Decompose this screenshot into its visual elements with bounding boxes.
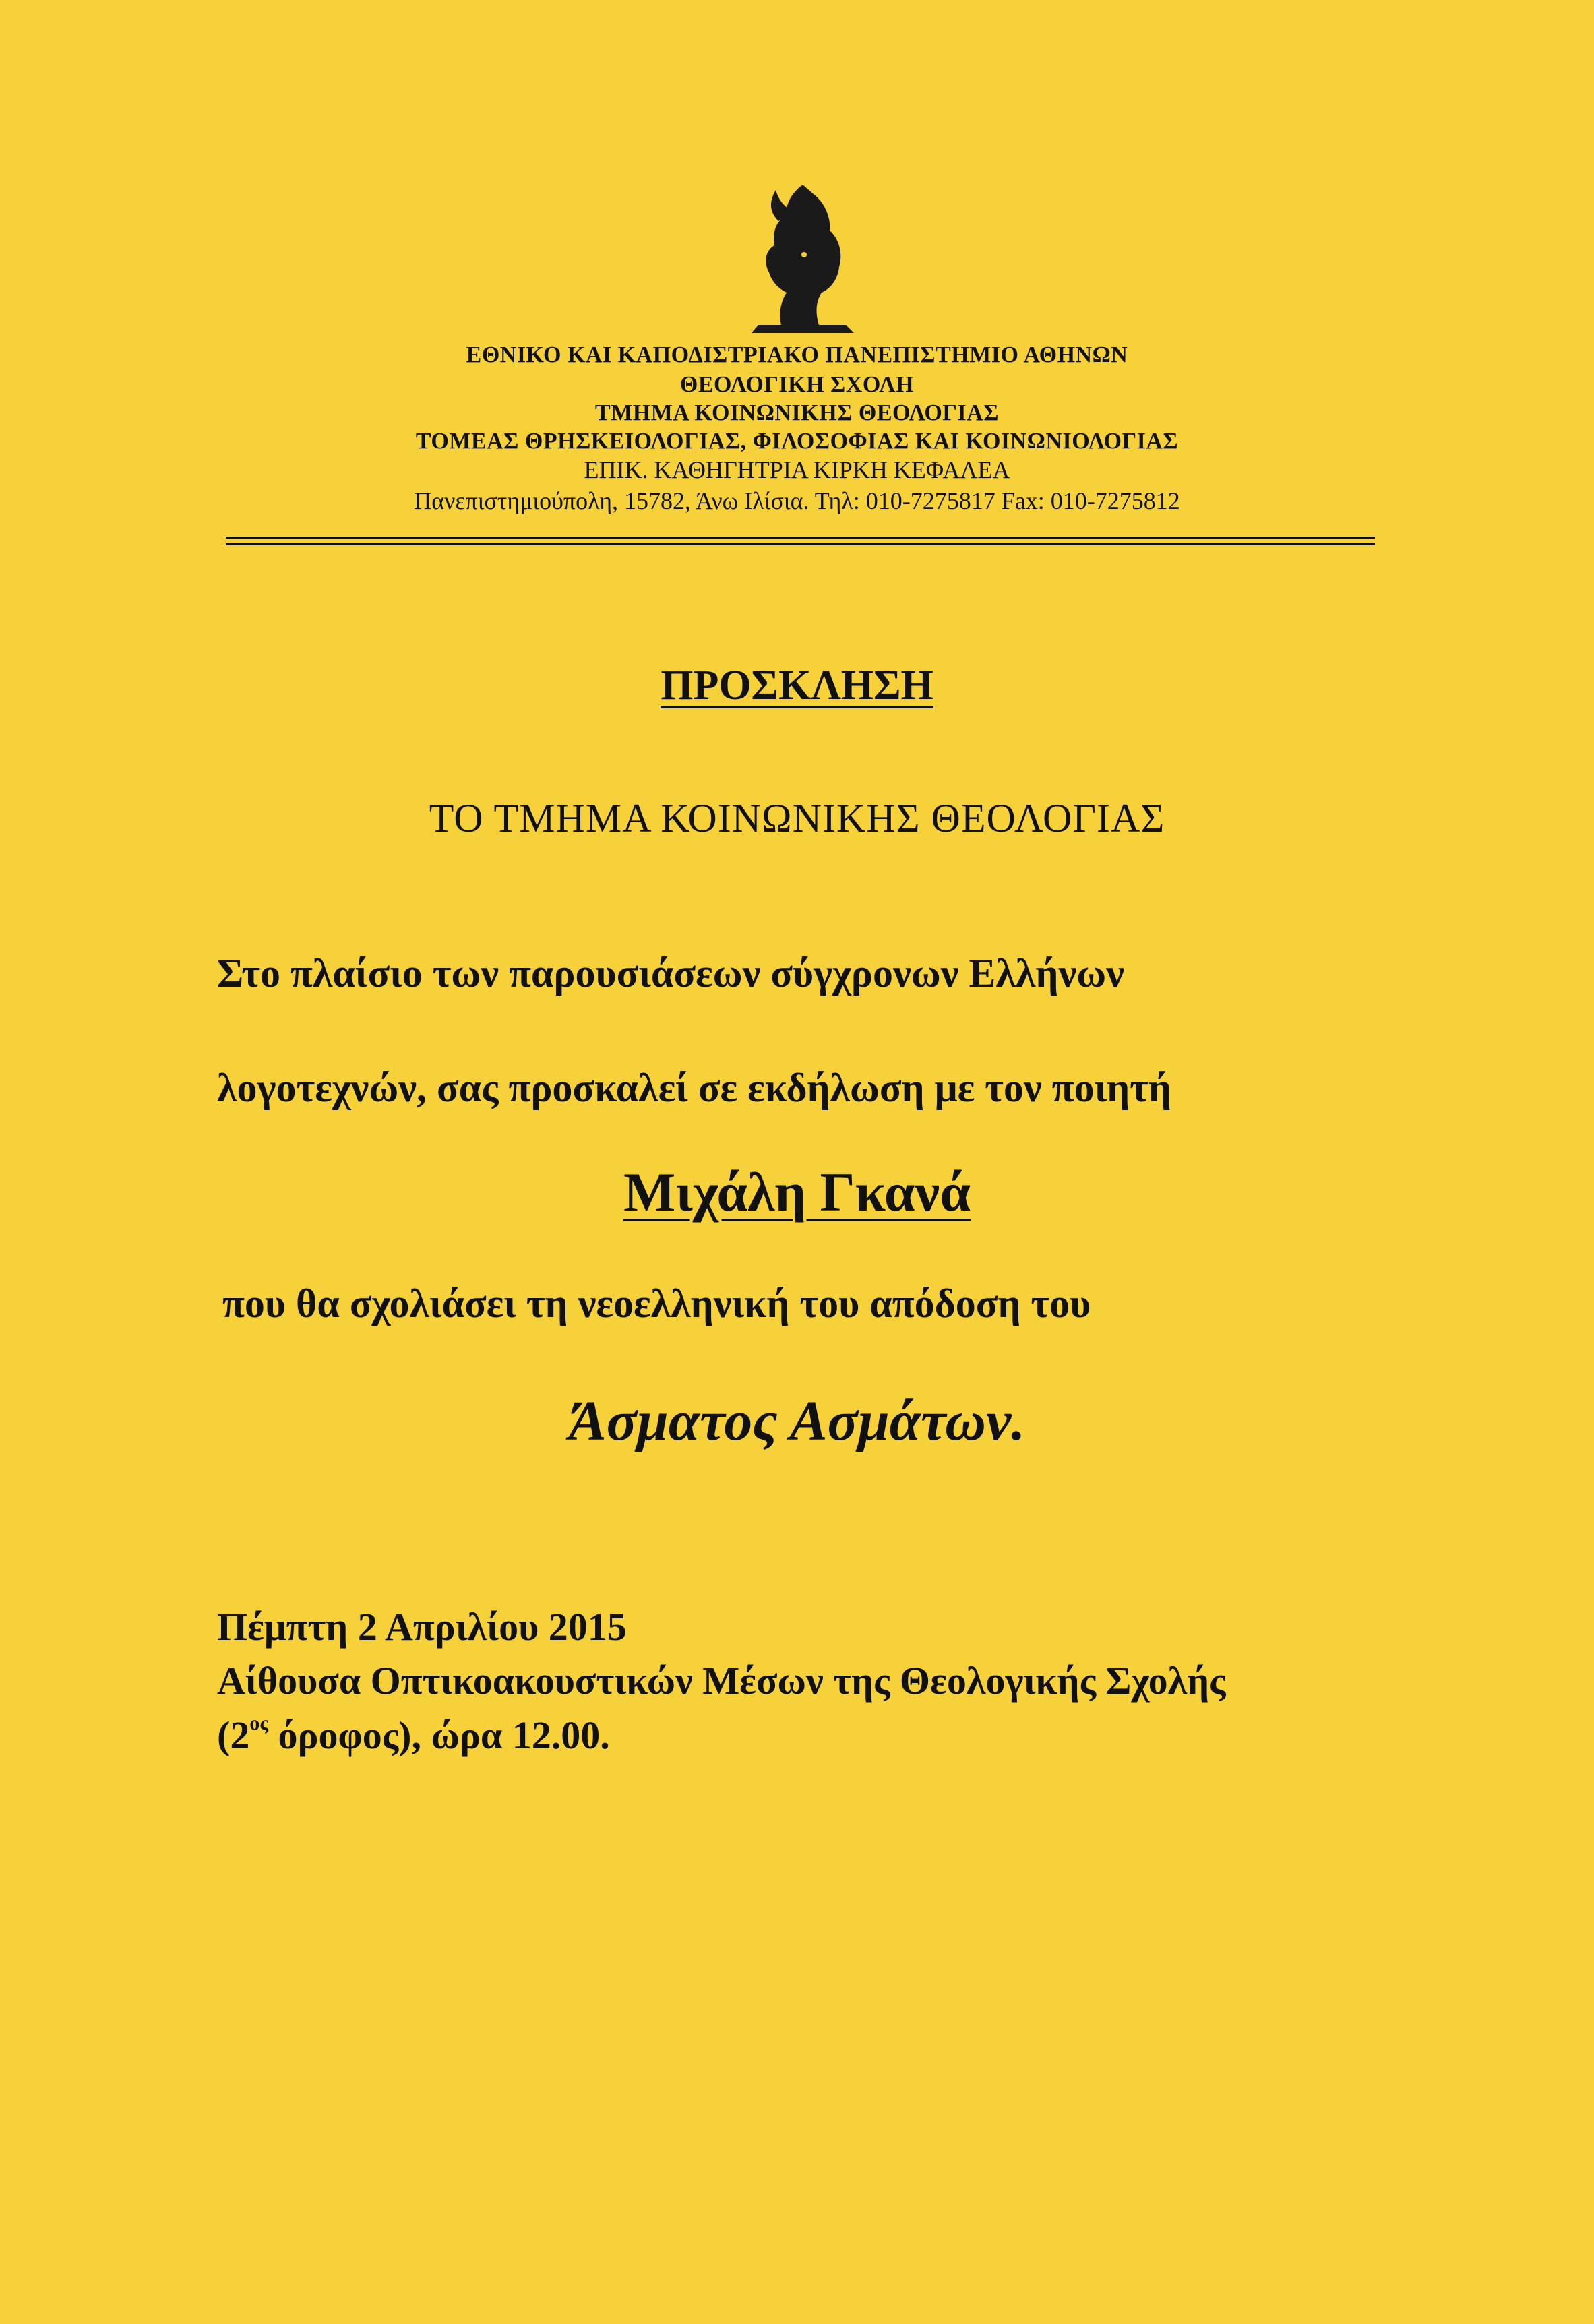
event-venue: Αίθουσα Οπτικοακουστικών Μέσων της Θεολογικής Σχολής [217, 1659, 1226, 1703]
professor-name: ΕΠΙΚ. ΚΑΘΗΓΗΤΡΙΑ ΚΙΡΚΗ ΚΕΦΑΛΕΑ [584, 456, 1010, 483]
school-name: ΘΕΟΛΟΓΙΚΗ ΣΧΟΛΗ [679, 372, 915, 397]
university-name: ΕΘΝΙΚΟ ΚΑΙ ΚΑΠΟΔΙΣΤΡΙΑΚΟ ΠΑΝΕΠΙΣΤΗΜΙΟ ΑΘΗΝΩΝ [466, 342, 1128, 367]
event-floor-time [217, 1712, 610, 1758]
header-rule-bottom [226, 543, 1375, 545]
department-name: ΤΜΗΜΑ ΚΟΙΝΩΝΙΚΗΣ ΘΕΟΛΟΓΙΑΣ [595, 400, 999, 425]
body-line-2: λογοτεχνών, σας προσκαλεί σε εκδήλωση με τον ποιητή [217, 1066, 1171, 1110]
body-line-1: Στο πλαίσιο των παρουσιάσεων σύγχρονων Ελλήνων [217, 951, 1124, 996]
body-line-3: που θα σχολιάσει τη νεοελληνική του απόδοση του [222, 1281, 1091, 1326]
contact-address: Πανεπιστημιούπολη, 15782, Άνω Ιλίσια. Τηλ: 010-7275817 Fax: 010-7275812 [414, 487, 1180, 514]
poet-name: Μιχάλη Γκανά [623, 1161, 971, 1223]
header-rule-top [226, 537, 1375, 539]
sector-name: ΤΟΜΕΑΣ ΘΡΗΣΚΕΙΟΛΟΓΙΑΣ, ΦΙΛΟΣΟΦΙΑΣ ΚΑΙ ΚΟΙΝΩΝΙΟΛΟΓΙΑΣ [415, 429, 1179, 454]
invitation-title: ΠΡΟΣΚΛΗΣΗ [661, 663, 933, 708]
athena-logo-icon [738, 181, 866, 336]
floor-rest: όροφος), ώρα 12.00. [268, 1713, 610, 1757]
work-title: Άσματος Ασμάτων. [568, 1390, 1026, 1452]
event-date: Πέμπτη 2 Απριλίου 2015 [217, 1605, 627, 1649]
host-department: ΤΟ ΤΜΗΜΑ ΚΟΙΝΩΝΙΚΗΣ ΘΕΟΛΟΓΙΑΣ [429, 796, 1165, 840]
floor-open: (2 [217, 1713, 250, 1757]
floor-ordinal: ος [249, 1712, 268, 1734]
